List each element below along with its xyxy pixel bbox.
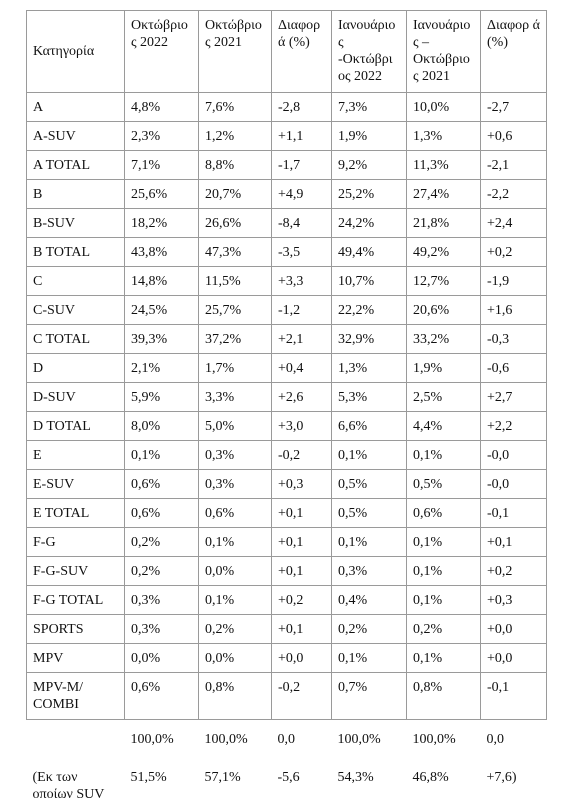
cell-jan-oct-2021: 4,4% bbox=[407, 412, 481, 441]
cell-jan-oct-2022: 24,2% bbox=[332, 209, 407, 238]
cell-category: SPORTS bbox=[27, 615, 125, 644]
cell-diff-ytd: -1,9 bbox=[481, 267, 547, 296]
cell-diff-ytd: -0,6 bbox=[481, 354, 547, 383]
table-row bbox=[27, 354, 547, 383]
cell-jan-oct-2022: 0,4% bbox=[332, 586, 407, 615]
cell-oct-2022: 0,1% bbox=[125, 441, 199, 470]
cell-category: A-SUV bbox=[27, 122, 125, 151]
cell-category: MPV-M/ COMBI bbox=[27, 673, 125, 720]
cell-oct-2022: 0,3% bbox=[125, 586, 199, 615]
suv-subtotal-row bbox=[27, 755, 547, 807]
cell-oct-2022: 100,0% bbox=[125, 720, 199, 756]
cell-category bbox=[27, 720, 125, 756]
cell-oct-2021: 0,1% bbox=[199, 528, 272, 557]
cell-diff-ytd: +0,2 bbox=[481, 238, 547, 267]
cell-diff: -1,7 bbox=[272, 151, 332, 180]
cell-category: F-G-SUV bbox=[27, 557, 125, 586]
cell-jan-oct-2021: 1,3% bbox=[407, 122, 481, 151]
cell-jan-oct-2022: 22,2% bbox=[332, 296, 407, 325]
cell-diff-ytd: +0,3 bbox=[481, 586, 547, 615]
header-row bbox=[27, 11, 547, 93]
total-row bbox=[27, 720, 547, 756]
cell-oct-2021: 100,0% bbox=[199, 720, 272, 756]
cell-oct-2022: 7,1% bbox=[125, 151, 199, 180]
cell-jan-oct-2022: 5,3% bbox=[332, 383, 407, 412]
table-row bbox=[27, 586, 547, 615]
cell-oct-2021: 8,8% bbox=[199, 151, 272, 180]
cell-oct-2021: 0,0% bbox=[199, 644, 272, 673]
header-category: Κατηγορία bbox=[27, 11, 125, 93]
cell-oct-2022: 43,8% bbox=[125, 238, 199, 267]
table-row bbox=[27, 557, 547, 586]
cell-jan-oct-2021: 0,1% bbox=[407, 586, 481, 615]
table-row bbox=[27, 470, 547, 499]
cell-jan-oct-2021: 0,1% bbox=[407, 557, 481, 586]
header-oct-2022: Οκτώβριο ς 2022 bbox=[125, 11, 199, 93]
header-jan-oct-2022: Ιανουάριο ς -Οκτώβρι ος 2022 bbox=[332, 11, 407, 93]
table-row bbox=[27, 93, 547, 122]
cell-diff: -8,4 bbox=[272, 209, 332, 238]
cell-oct-2022: 2,3% bbox=[125, 122, 199, 151]
header-diff-ytd: Διαφορ ά (%) bbox=[481, 11, 547, 93]
cell-jan-oct-2022: 0,3% bbox=[332, 557, 407, 586]
cell-oct-2022: 25,6% bbox=[125, 180, 199, 209]
cell-diff: 0,0 bbox=[272, 720, 332, 756]
cell-jan-oct-2021: 0,1% bbox=[407, 441, 481, 470]
cell-oct-2021: 37,2% bbox=[199, 325, 272, 354]
cell-jan-oct-2022: 0,1% bbox=[332, 528, 407, 557]
cell-oct-2021: 25,7% bbox=[199, 296, 272, 325]
cell-jan-oct-2022: 25,2% bbox=[332, 180, 407, 209]
cell-oct-2022: 39,3% bbox=[125, 325, 199, 354]
cell-diff-ytd: +0,1 bbox=[481, 528, 547, 557]
cell-category: E bbox=[27, 441, 125, 470]
cell-diff: -0,2 bbox=[272, 673, 332, 720]
cell-category: A TOTAL bbox=[27, 151, 125, 180]
cell-jan-oct-2022: 10,7% bbox=[332, 267, 407, 296]
cell-diff: -1,2 bbox=[272, 296, 332, 325]
cell-oct-2022: 8,0% bbox=[125, 412, 199, 441]
cell-oct-2021: 3,3% bbox=[199, 383, 272, 412]
cell-diff-ytd: -2,7 bbox=[481, 93, 547, 122]
cell-category: D-SUV bbox=[27, 383, 125, 412]
cell-category: F-G TOTAL bbox=[27, 586, 125, 615]
table-row bbox=[27, 673, 547, 720]
cell-oct-2022: 18,2% bbox=[125, 209, 199, 238]
cell-oct-2022: 0,3% bbox=[125, 615, 199, 644]
header-jan-oct-2021: Ιανουάριο ς – Οκτώβριο ς 2021 bbox=[407, 11, 481, 93]
cell-oct-2021: 7,6% bbox=[199, 93, 272, 122]
cell-oct-2022: 0,6% bbox=[125, 470, 199, 499]
cell-oct-2021: 5,0% bbox=[199, 412, 272, 441]
cell-oct-2022: 5,9% bbox=[125, 383, 199, 412]
cell-diff-ytd: +2,2 bbox=[481, 412, 547, 441]
table-row bbox=[27, 151, 547, 180]
cell-diff-ytd: +0,0 bbox=[481, 644, 547, 673]
cell-oct-2022: 0,6% bbox=[125, 499, 199, 528]
table-row bbox=[27, 644, 547, 673]
cell-jan-oct-2021: 33,2% bbox=[407, 325, 481, 354]
cell-oct-2021: 1,2% bbox=[199, 122, 272, 151]
cell-jan-oct-2021: 0,6% bbox=[407, 499, 481, 528]
cell-category: C-SUV bbox=[27, 296, 125, 325]
cell-diff-ytd: -0,0 bbox=[481, 470, 547, 499]
cell-jan-oct-2021: 20,6% bbox=[407, 296, 481, 325]
cell-diff-ytd: +7,6) bbox=[481, 755, 547, 807]
cell-diff: +0,1 bbox=[272, 499, 332, 528]
cell-jan-oct-2022: 0,1% bbox=[332, 644, 407, 673]
cell-oct-2022: 14,8% bbox=[125, 267, 199, 296]
cell-category: D bbox=[27, 354, 125, 383]
cell-oct-2022: 24,5% bbox=[125, 296, 199, 325]
cell-jan-oct-2022: 0,5% bbox=[332, 499, 407, 528]
cell-jan-oct-2022: 100,0% bbox=[332, 720, 407, 756]
cell-jan-oct-2021: 12,7% bbox=[407, 267, 481, 296]
cell-diff: +0,1 bbox=[272, 528, 332, 557]
table-row bbox=[27, 238, 547, 267]
cell-jan-oct-2021: 0,5% bbox=[407, 470, 481, 499]
cell-jan-oct-2022: 7,3% bbox=[332, 93, 407, 122]
cell-oct-2022: 0,2% bbox=[125, 528, 199, 557]
cell-category: F-G bbox=[27, 528, 125, 557]
cell-oct-2021: 0,6% bbox=[199, 499, 272, 528]
market-share-table-container bbox=[26, 10, 547, 807]
cell-oct-2022: 0,6% bbox=[125, 673, 199, 720]
cell-jan-oct-2021: 0,2% bbox=[407, 615, 481, 644]
cell-jan-oct-2021: 27,4% bbox=[407, 180, 481, 209]
cell-oct-2022: 2,1% bbox=[125, 354, 199, 383]
cell-oct-2021: 26,6% bbox=[199, 209, 272, 238]
cell-oct-2021: 57,1% bbox=[199, 755, 272, 807]
cell-oct-2021: 0,3% bbox=[199, 470, 272, 499]
table-row bbox=[27, 180, 547, 209]
cell-jan-oct-2022: 0,2% bbox=[332, 615, 407, 644]
cell-diff: +2,6 bbox=[272, 383, 332, 412]
table-body bbox=[27, 93, 547, 720]
header-diff: Διαφορ ά (%) bbox=[272, 11, 332, 93]
cell-jan-oct-2021: 49,2% bbox=[407, 238, 481, 267]
cell-diff-ytd: +0,6 bbox=[481, 122, 547, 151]
cell-oct-2022: 51,5% bbox=[125, 755, 199, 807]
cell-diff: -0,2 bbox=[272, 441, 332, 470]
cell-category: A bbox=[27, 93, 125, 122]
cell-diff: +3,0 bbox=[272, 412, 332, 441]
cell-oct-2021: 1,7% bbox=[199, 354, 272, 383]
table-row bbox=[27, 325, 547, 354]
cell-category: (Εκ των οποίων SUV bbox=[27, 755, 125, 807]
cell-oct-2022: 0,0% bbox=[125, 644, 199, 673]
cell-oct-2021: 0,2% bbox=[199, 615, 272, 644]
cell-diff: -2,8 bbox=[272, 93, 332, 122]
market-share-table bbox=[26, 10, 547, 807]
cell-category: B bbox=[27, 180, 125, 209]
table-row bbox=[27, 122, 547, 151]
cell-jan-oct-2021: 100,0% bbox=[407, 720, 481, 756]
cell-jan-oct-2021: 1,9% bbox=[407, 354, 481, 383]
cell-jan-oct-2022: 49,4% bbox=[332, 238, 407, 267]
table-row bbox=[27, 267, 547, 296]
cell-diff-ytd: -0,0 bbox=[481, 441, 547, 470]
cell-category: B-SUV bbox=[27, 209, 125, 238]
cell-diff-ytd: +0,0 bbox=[481, 615, 547, 644]
cell-jan-oct-2022: 1,9% bbox=[332, 122, 407, 151]
header-oct-2021: Οκτώβριο ς 2021 bbox=[199, 11, 272, 93]
cell-jan-oct-2022: 0,7% bbox=[332, 673, 407, 720]
table-row bbox=[27, 296, 547, 325]
cell-diff-ytd: +1,6 bbox=[481, 296, 547, 325]
cell-jan-oct-2021: 10,0% bbox=[407, 93, 481, 122]
cell-diff-ytd: +0,2 bbox=[481, 557, 547, 586]
table-row bbox=[27, 383, 547, 412]
table-row bbox=[27, 528, 547, 557]
cell-diff: -5,6 bbox=[272, 755, 332, 807]
cell-diff-ytd: -2,2 bbox=[481, 180, 547, 209]
cell-diff-ytd: +2,7 bbox=[481, 383, 547, 412]
cell-diff-ytd: -0,1 bbox=[481, 673, 547, 720]
cell-diff-ytd: 0,0 bbox=[481, 720, 547, 756]
cell-jan-oct-2021: 21,8% bbox=[407, 209, 481, 238]
cell-jan-oct-2021: 0,1% bbox=[407, 644, 481, 673]
cell-oct-2022: 0,2% bbox=[125, 557, 199, 586]
cell-diff: +2,1 bbox=[272, 325, 332, 354]
table-row bbox=[27, 441, 547, 470]
cell-jan-oct-2022: 1,3% bbox=[332, 354, 407, 383]
cell-category: B TOTAL bbox=[27, 238, 125, 267]
table-row bbox=[27, 499, 547, 528]
table-row bbox=[27, 615, 547, 644]
cell-category: E-SUV bbox=[27, 470, 125, 499]
cell-category: D TOTAL bbox=[27, 412, 125, 441]
cell-diff: +0,4 bbox=[272, 354, 332, 383]
cell-category: C bbox=[27, 267, 125, 296]
cell-diff-ytd: +2,4 bbox=[481, 209, 547, 238]
table-row bbox=[27, 209, 547, 238]
cell-jan-oct-2022: 9,2% bbox=[332, 151, 407, 180]
cell-oct-2021: 0,0% bbox=[199, 557, 272, 586]
cell-jan-oct-2021: 2,5% bbox=[407, 383, 481, 412]
cell-diff-ytd: -0,1 bbox=[481, 499, 547, 528]
cell-jan-oct-2022: 32,9% bbox=[332, 325, 407, 354]
cell-diff-ytd: -2,1 bbox=[481, 151, 547, 180]
table-header bbox=[27, 11, 547, 93]
cell-oct-2021: 47,3% bbox=[199, 238, 272, 267]
cell-jan-oct-2021: 11,3% bbox=[407, 151, 481, 180]
cell-diff: +0,1 bbox=[272, 615, 332, 644]
table-row bbox=[27, 412, 547, 441]
cell-diff: +1,1 bbox=[272, 122, 332, 151]
cell-diff: +4,9 bbox=[272, 180, 332, 209]
cell-category: MPV bbox=[27, 644, 125, 673]
cell-oct-2021: 0,8% bbox=[199, 673, 272, 720]
cell-jan-oct-2021: 46,8% bbox=[407, 755, 481, 807]
cell-category: C TOTAL bbox=[27, 325, 125, 354]
cell-diff: +0,0 bbox=[272, 644, 332, 673]
cell-diff-ytd: -0,3 bbox=[481, 325, 547, 354]
cell-jan-oct-2022: 6,6% bbox=[332, 412, 407, 441]
cell-jan-oct-2021: 0,8% bbox=[407, 673, 481, 720]
cell-oct-2021: 11,5% bbox=[199, 267, 272, 296]
cell-oct-2021: 0,3% bbox=[199, 441, 272, 470]
cell-jan-oct-2022: 54,3% bbox=[332, 755, 407, 807]
cell-diff: -3,5 bbox=[272, 238, 332, 267]
cell-jan-oct-2021: 0,1% bbox=[407, 528, 481, 557]
cell-oct-2021: 20,7% bbox=[199, 180, 272, 209]
cell-diff: +0,1 bbox=[272, 557, 332, 586]
cell-category: E TOTAL bbox=[27, 499, 125, 528]
cell-diff: +3,3 bbox=[272, 267, 332, 296]
cell-diff: +0,3 bbox=[272, 470, 332, 499]
cell-jan-oct-2022: 0,1% bbox=[332, 441, 407, 470]
cell-jan-oct-2022: 0,5% bbox=[332, 470, 407, 499]
cell-diff: +0,2 bbox=[272, 586, 332, 615]
cell-oct-2022: 4,8% bbox=[125, 93, 199, 122]
cell-oct-2021: 0,1% bbox=[199, 586, 272, 615]
